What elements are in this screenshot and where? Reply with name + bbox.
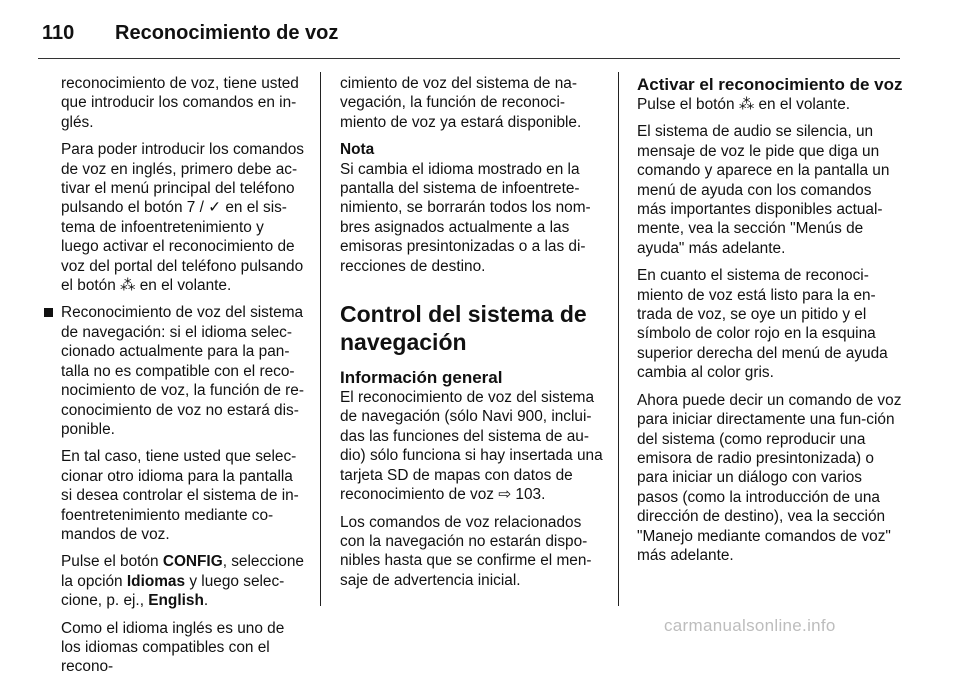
page-header bbox=[38, 14, 928, 54]
page-number: 110 bbox=[42, 22, 75, 44]
paragraph: Los comandos de voz relacionados con la navegación no estarán dispo-nibles hasta que se confirme el men-saje de advertencia inicial. bbox=[340, 513, 592, 589]
header-rule bbox=[38, 58, 900, 59]
idiomas-label: Idiomas bbox=[126, 572, 186, 590]
subsection-heading: Activar el reconocimiento de voz bbox=[637, 75, 903, 94]
paragraph: Ahora puede decir un comando de voz para iniciar directamente una fun-ción del sistema (como reproducir una emisora de radio presintonizada) o para iniciar un diálogo con varios pasos (como la introducción de una dirección de destino), vea la sección "Manejo mediante comandos de voz" más adelante. bbox=[637, 391, 902, 564]
column-divider-2 bbox=[618, 72, 619, 606]
paragraph: En tal caso, tiene usted que selec-cionar otro idioma para la pantalla si desea controlar el sistema de in-foentretenimiento mediante co-mandos de voz. bbox=[61, 448, 299, 543]
note-text: Si cambia el idioma mostrado en la pantalla del sistema de infoentrete-nimiento, se borrarán todos los nom-bres asignados actualmente a las emisoras presintonizadas o a las di-recciones de destino. bbox=[340, 160, 591, 275]
paragraph: reconocimiento de voz, tiene usted que introducir los comandos en in-glés. bbox=[61, 75, 299, 131]
paragraph: El reconocimiento de voz del sistema de navegación (sólo Navi 900, inclui-das las funciones del sistema de au-dio) sólo funciona si hay insertada una tarjeta SD de mapas con datos de reconocimiento de voz ⇨ 103. bbox=[340, 389, 603, 504]
config-label: CONFIG bbox=[162, 553, 223, 571]
text: y luego selec-cione, p. ej., bbox=[61, 572, 285, 610]
page-title: Reconocimiento de voz bbox=[115, 22, 339, 44]
text: Pulse el botón bbox=[61, 553, 163, 571]
bullet-text: Reconocimiento de voz del sistema de navegación: si el idioma selec-cionado actualmente para la pan-talla no es compatible con el reco-nocimiento de voz, la función de re-conocimiento de voz no estará dis-ponible. bbox=[61, 304, 304, 438]
paragraph: Pulse el botón ⁂ en el volante. bbox=[637, 96, 851, 113]
column-2 bbox=[340, 74, 604, 598]
watermark: carmanualsonline.info bbox=[664, 616, 836, 635]
subsection-heading: Información general bbox=[340, 368, 503, 388]
english-label: English bbox=[148, 592, 204, 610]
paragraph: El sistema de audio se silencia, un mensaje de voz le pide que diga un comando y aparece en la pantalla un menú de ayuda con los comandos más importantes disponibles actual-mente, vea la sección "Menús de ayuda" más adelante. bbox=[637, 123, 890, 257]
column-divider-1 bbox=[320, 72, 321, 606]
column-1 bbox=[42, 74, 304, 685]
paragraph: Para poder introducir los comandos de voz en inglés, primero debe ac-tivar el menú principal del teléfono pulsando el botón 7 / ✓ en el sis-tema de infoentretenimiento y luego activar el reconocimiento de voz del portal del teléfono pulsando el botón ⁂ en el volante. bbox=[61, 141, 304, 295]
section-heading: Control del sistema de navegación bbox=[340, 301, 587, 356]
paragraph: Como el idioma inglés es uno de los idiomas compatibles con el recono- bbox=[61, 619, 285, 676]
text: . bbox=[203, 592, 209, 610]
paragraph bbox=[42, 552, 304, 610]
bullet-square-icon bbox=[44, 308, 53, 317]
note-label: Nota bbox=[340, 141, 375, 159]
column-3 bbox=[637, 74, 903, 573]
bullet-item bbox=[42, 303, 304, 439]
paragraph: cimiento de voz del sistema de na-vegación, la función de reconoci-miento de voz ya estará disponible. bbox=[340, 75, 582, 131]
text: , seleccione la opción bbox=[61, 553, 304, 590]
paragraph: En cuanto el sistema de reconoci-miento de voz está listo para la en-trada de voz, se oye un pitido y el símbolo de color rojo en la esquina superior derecha del menú de ayuda cambia al color gris. bbox=[637, 267, 888, 382]
